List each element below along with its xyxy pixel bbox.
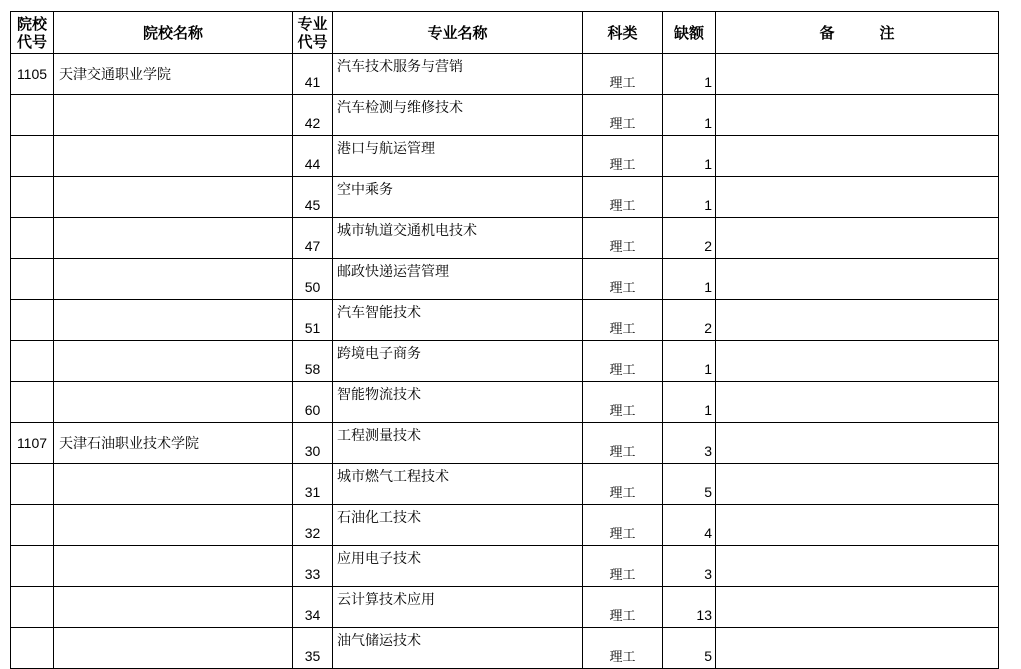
header-category: 科类	[583, 12, 663, 54]
school-code-cell	[11, 505, 54, 546]
school-name-cell	[54, 628, 293, 669]
school-code-cell	[11, 382, 54, 423]
school-name-cell	[54, 341, 293, 382]
category-cell: 理工	[583, 546, 663, 587]
header-remarks: 备 注	[716, 12, 999, 54]
school-code-cell	[11, 259, 54, 300]
school-name-cell	[54, 136, 293, 177]
remarks-cell	[716, 341, 999, 382]
category-cell: 理工	[583, 628, 663, 669]
major-name-cell: 汽车智能技术	[333, 300, 583, 341]
table-row	[11, 628, 999, 669]
vacancies-cell: 1	[663, 382, 716, 423]
header-major-code-line2: 代号	[297, 32, 328, 51]
major-code-cell: 50	[293, 259, 333, 300]
school-code-cell	[11, 546, 54, 587]
remarks-cell	[716, 136, 999, 177]
major-name-cell: 跨境电子商务	[333, 341, 583, 382]
remarks-cell	[716, 546, 999, 587]
major-name-cell: 石油化工技术	[333, 505, 583, 546]
table-row	[11, 218, 999, 259]
vacancies-cell: 1	[663, 341, 716, 382]
table-row	[11, 54, 999, 95]
remarks-cell	[716, 587, 999, 628]
header-school-code	[11, 12, 54, 54]
major-code-cell: 31	[293, 464, 333, 505]
school-name-cell	[54, 95, 293, 136]
school-code-cell	[11, 341, 54, 382]
major-name-cell: 工程测量技术	[333, 423, 583, 464]
vacancies-cell: 13	[663, 587, 716, 628]
vacancies-cell: 1	[663, 136, 716, 177]
major-code-cell: 51	[293, 300, 333, 341]
school-name-cell	[54, 382, 293, 423]
major-name-cell: 应用电子技术	[333, 546, 583, 587]
header-school-code-line1: 院校	[16, 14, 47, 33]
major-name-cell: 智能物流技术	[333, 382, 583, 423]
header-row	[11, 12, 999, 54]
category-cell: 理工	[583, 136, 663, 177]
category-cell: 理工	[583, 382, 663, 423]
school-name-cell	[54, 505, 293, 546]
vacancies-cell: 3	[663, 546, 716, 587]
category-cell: 理工	[583, 341, 663, 382]
school-name-cell	[54, 464, 293, 505]
table-row	[11, 505, 999, 546]
school-code-cell	[11, 587, 54, 628]
category-cell: 理工	[583, 95, 663, 136]
remarks-cell	[716, 382, 999, 423]
table-row	[11, 177, 999, 218]
major-name-cell: 油气储运技术	[333, 628, 583, 669]
table-body	[11, 54, 999, 669]
table-row	[11, 95, 999, 136]
table-row	[11, 423, 999, 464]
school-name-cell	[54, 177, 293, 218]
vacancies-cell: 1	[663, 54, 716, 95]
category-cell: 理工	[583, 505, 663, 546]
major-code-cell: 58	[293, 341, 333, 382]
remarks-cell	[716, 54, 999, 95]
header-vacancies: 缺额	[663, 12, 716, 54]
header-school-name: 院校名称	[54, 12, 293, 54]
header-major-code	[293, 12, 333, 54]
school-name-cell	[54, 218, 293, 259]
school-code-cell	[11, 464, 54, 505]
school-name-cell	[54, 259, 293, 300]
header-major-code-line1: 专业	[297, 14, 328, 33]
major-code-cell: 42	[293, 95, 333, 136]
school-code-cell	[11, 136, 54, 177]
remarks-cell	[716, 300, 999, 341]
table-row	[11, 587, 999, 628]
remarks-cell	[716, 218, 999, 259]
major-code-cell: 41	[293, 54, 333, 95]
category-cell: 理工	[583, 464, 663, 505]
major-name-cell: 城市燃气工程技术	[333, 464, 583, 505]
vacancies-cell: 1	[663, 177, 716, 218]
major-name-cell: 汽车技术服务与营销	[333, 54, 583, 95]
major-code-cell: 44	[293, 136, 333, 177]
major-code-cell: 45	[293, 177, 333, 218]
vacancies-cell: 3	[663, 423, 716, 464]
table-row	[11, 382, 999, 423]
major-name-cell: 港口与航运管理	[333, 136, 583, 177]
major-code-cell: 34	[293, 587, 333, 628]
major-code-cell: 47	[293, 218, 333, 259]
table-row	[11, 341, 999, 382]
remarks-cell	[716, 464, 999, 505]
remarks-cell	[716, 628, 999, 669]
major-code-cell: 60	[293, 382, 333, 423]
category-cell: 理工	[583, 218, 663, 259]
table-row	[11, 136, 999, 177]
table-row	[11, 259, 999, 300]
school-code-cell	[11, 95, 54, 136]
admissions-vacancy-table	[10, 11, 999, 669]
header-school-code-line2: 代号	[16, 32, 47, 51]
school-code-cell: 1107	[11, 423, 54, 464]
vacancies-cell: 1	[663, 95, 716, 136]
major-code-cell: 33	[293, 546, 333, 587]
major-name-cell: 邮政快递运营管理	[333, 259, 583, 300]
vacancies-cell: 5	[663, 464, 716, 505]
school-code-cell	[11, 218, 54, 259]
category-cell: 理工	[583, 259, 663, 300]
category-cell: 理工	[583, 423, 663, 464]
remarks-cell	[716, 505, 999, 546]
remarks-cell	[716, 423, 999, 464]
major-name-cell: 云计算技术应用	[333, 587, 583, 628]
table-row	[11, 546, 999, 587]
school-name-cell: 天津交通职业学院	[54, 54, 293, 95]
school-code-cell	[11, 628, 54, 669]
major-code-cell: 30	[293, 423, 333, 464]
school-code-cell	[11, 300, 54, 341]
school-code-cell: 1105	[11, 54, 54, 95]
category-cell: 理工	[583, 587, 663, 628]
table-row	[11, 300, 999, 341]
school-name-cell	[54, 587, 293, 628]
vacancies-cell: 5	[663, 628, 716, 669]
header-major-name: 专业名称	[333, 12, 583, 54]
vacancies-cell: 1	[663, 259, 716, 300]
remarks-cell	[716, 95, 999, 136]
major-name-cell: 城市轨道交通机电技术	[333, 218, 583, 259]
vacancies-cell: 4	[663, 505, 716, 546]
major-code-cell: 35	[293, 628, 333, 669]
school-name-cell	[54, 300, 293, 341]
category-cell: 理工	[583, 54, 663, 95]
major-code-cell: 32	[293, 505, 333, 546]
table-row	[11, 464, 999, 505]
vacancies-cell: 2	[663, 300, 716, 341]
category-cell: 理工	[583, 300, 663, 341]
school-name-cell: 天津石油职业技术学院	[54, 423, 293, 464]
school-name-cell	[54, 546, 293, 587]
remarks-cell	[716, 259, 999, 300]
vacancies-cell: 2	[663, 218, 716, 259]
remarks-cell	[716, 177, 999, 218]
category-cell: 理工	[583, 177, 663, 218]
school-code-cell	[11, 177, 54, 218]
major-name-cell: 空中乘务	[333, 177, 583, 218]
major-name-cell: 汽车检测与维修技术	[333, 95, 583, 136]
